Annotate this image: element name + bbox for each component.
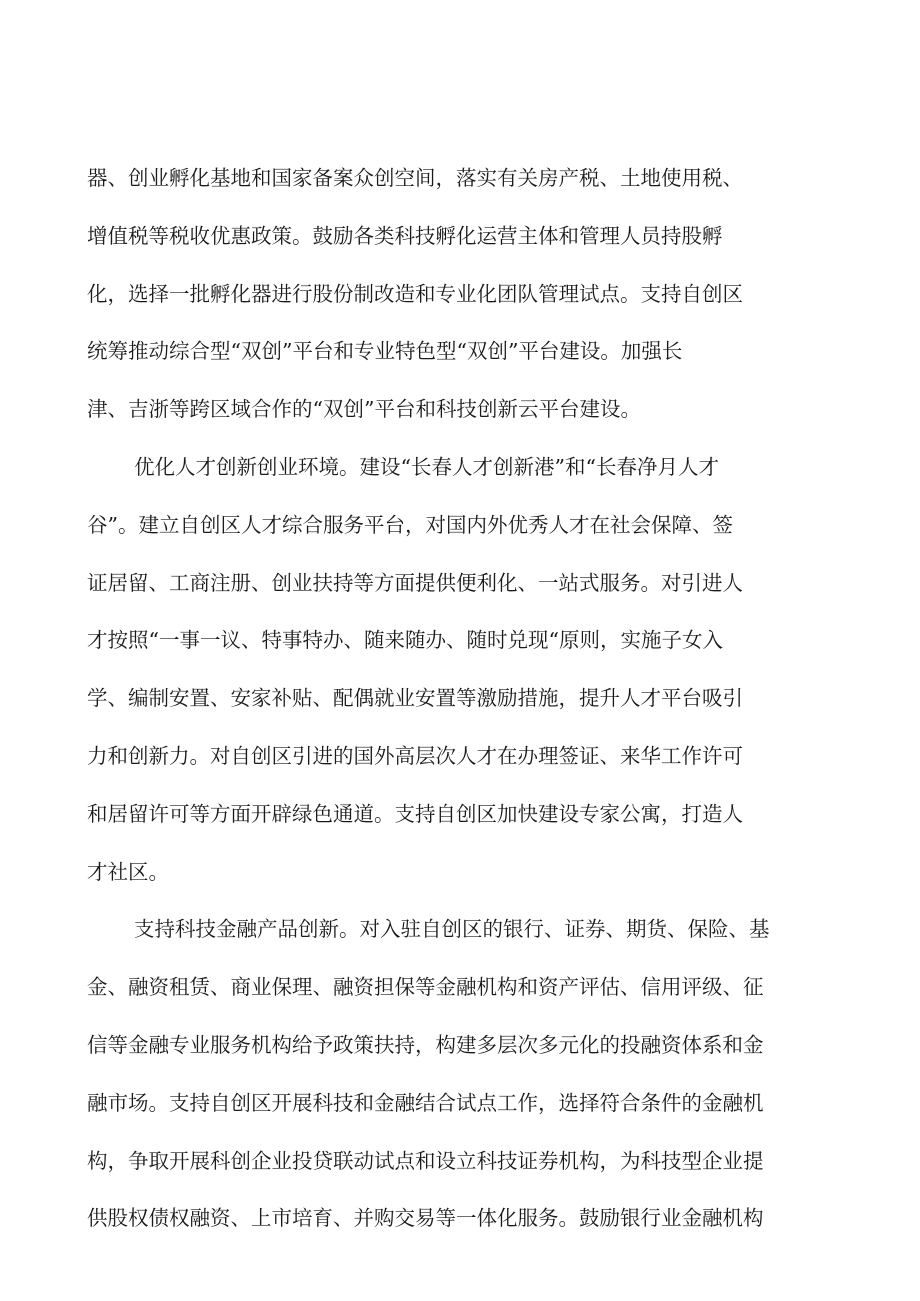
- text-line: 器、创业孵化基地和国家备案众创空间，落实有关房产税、土地使用税、: [87, 166, 743, 190]
- text-line: 和居留许可等方面开辟绿色通道。支持自创区加快建设专家公寓，打造人: [87, 801, 743, 826]
- text-line: 供股权债权融资、上市培育、并购交易等一体化服务。鼓励银行业金融机构: [87, 1206, 764, 1231]
- text-line: 构，争取开展科创企业投贷联动试点和设立科技证券机构，为科技型企业提: [87, 1148, 764, 1173]
- text-line: 学、编制安置、安家补贴、配偶就业安置等激励措施，提升人才平台吸引: [87, 686, 743, 711]
- document-body: [87, 150, 847, 1248]
- text-line: 化，选择一批孵化器进行股份制改造和专业化团队管理试点。支持自创区: [87, 281, 743, 306]
- paragraph-incubator-policy: [87, 150, 847, 439]
- text-line: 力和创新力。对自创区引进的国外高层次人才在办理签证、来华工作许可: [87, 743, 743, 768]
- text-line: 津、吉浙等跨区域合作的“双创”平台和科技创新云平台建设。: [87, 397, 641, 422]
- text-line: 统筹推动综合型“双创”平台和专业特色型“双创”平台建设。加强长: [87, 339, 683, 364]
- text-line: 谷”。建立自创区人才综合服务平台，对国内外优秀人才在社会保障、签: [87, 512, 733, 537]
- text-line: 信等金融专业服务机构给予政策扶持，构建多层次多元化的投融资体系和金: [87, 1032, 764, 1057]
- text-line: 优化人才创新创业环境。建设“长春人才创新港”和“长春净月人才: [134, 454, 719, 479]
- text-line: 增值税等税收优惠政策。鼓励各类科技孵化运营主体和管理人员持股孵: [87, 223, 723, 248]
- text-line: 才社区。: [87, 859, 169, 884]
- text-line: 证居留、工商注册、创业扶持等方面提供便利化、一站式服务。对引进人: [87, 570, 743, 595]
- text-line: 金、融资租赁、商业保理、融资担保等金融机构和资产评估、信用评级、征: [87, 975, 764, 1000]
- paragraph-tech-finance: [87, 901, 847, 1248]
- text-line: 融市场。支持自创区开展科技和金融结合试点工作，选择符合条件的金融机: [87, 1090, 764, 1115]
- paragraph-talent-environment: [87, 439, 847, 901]
- text-line: 支持科技金融产品创新。对入驻自创区的银行、证券、期货、保险、基: [134, 917, 770, 942]
- text-line: 才按照“一事一议、特事特办、随来随办、随时兑现“原则，实施子女入: [87, 628, 723, 653]
